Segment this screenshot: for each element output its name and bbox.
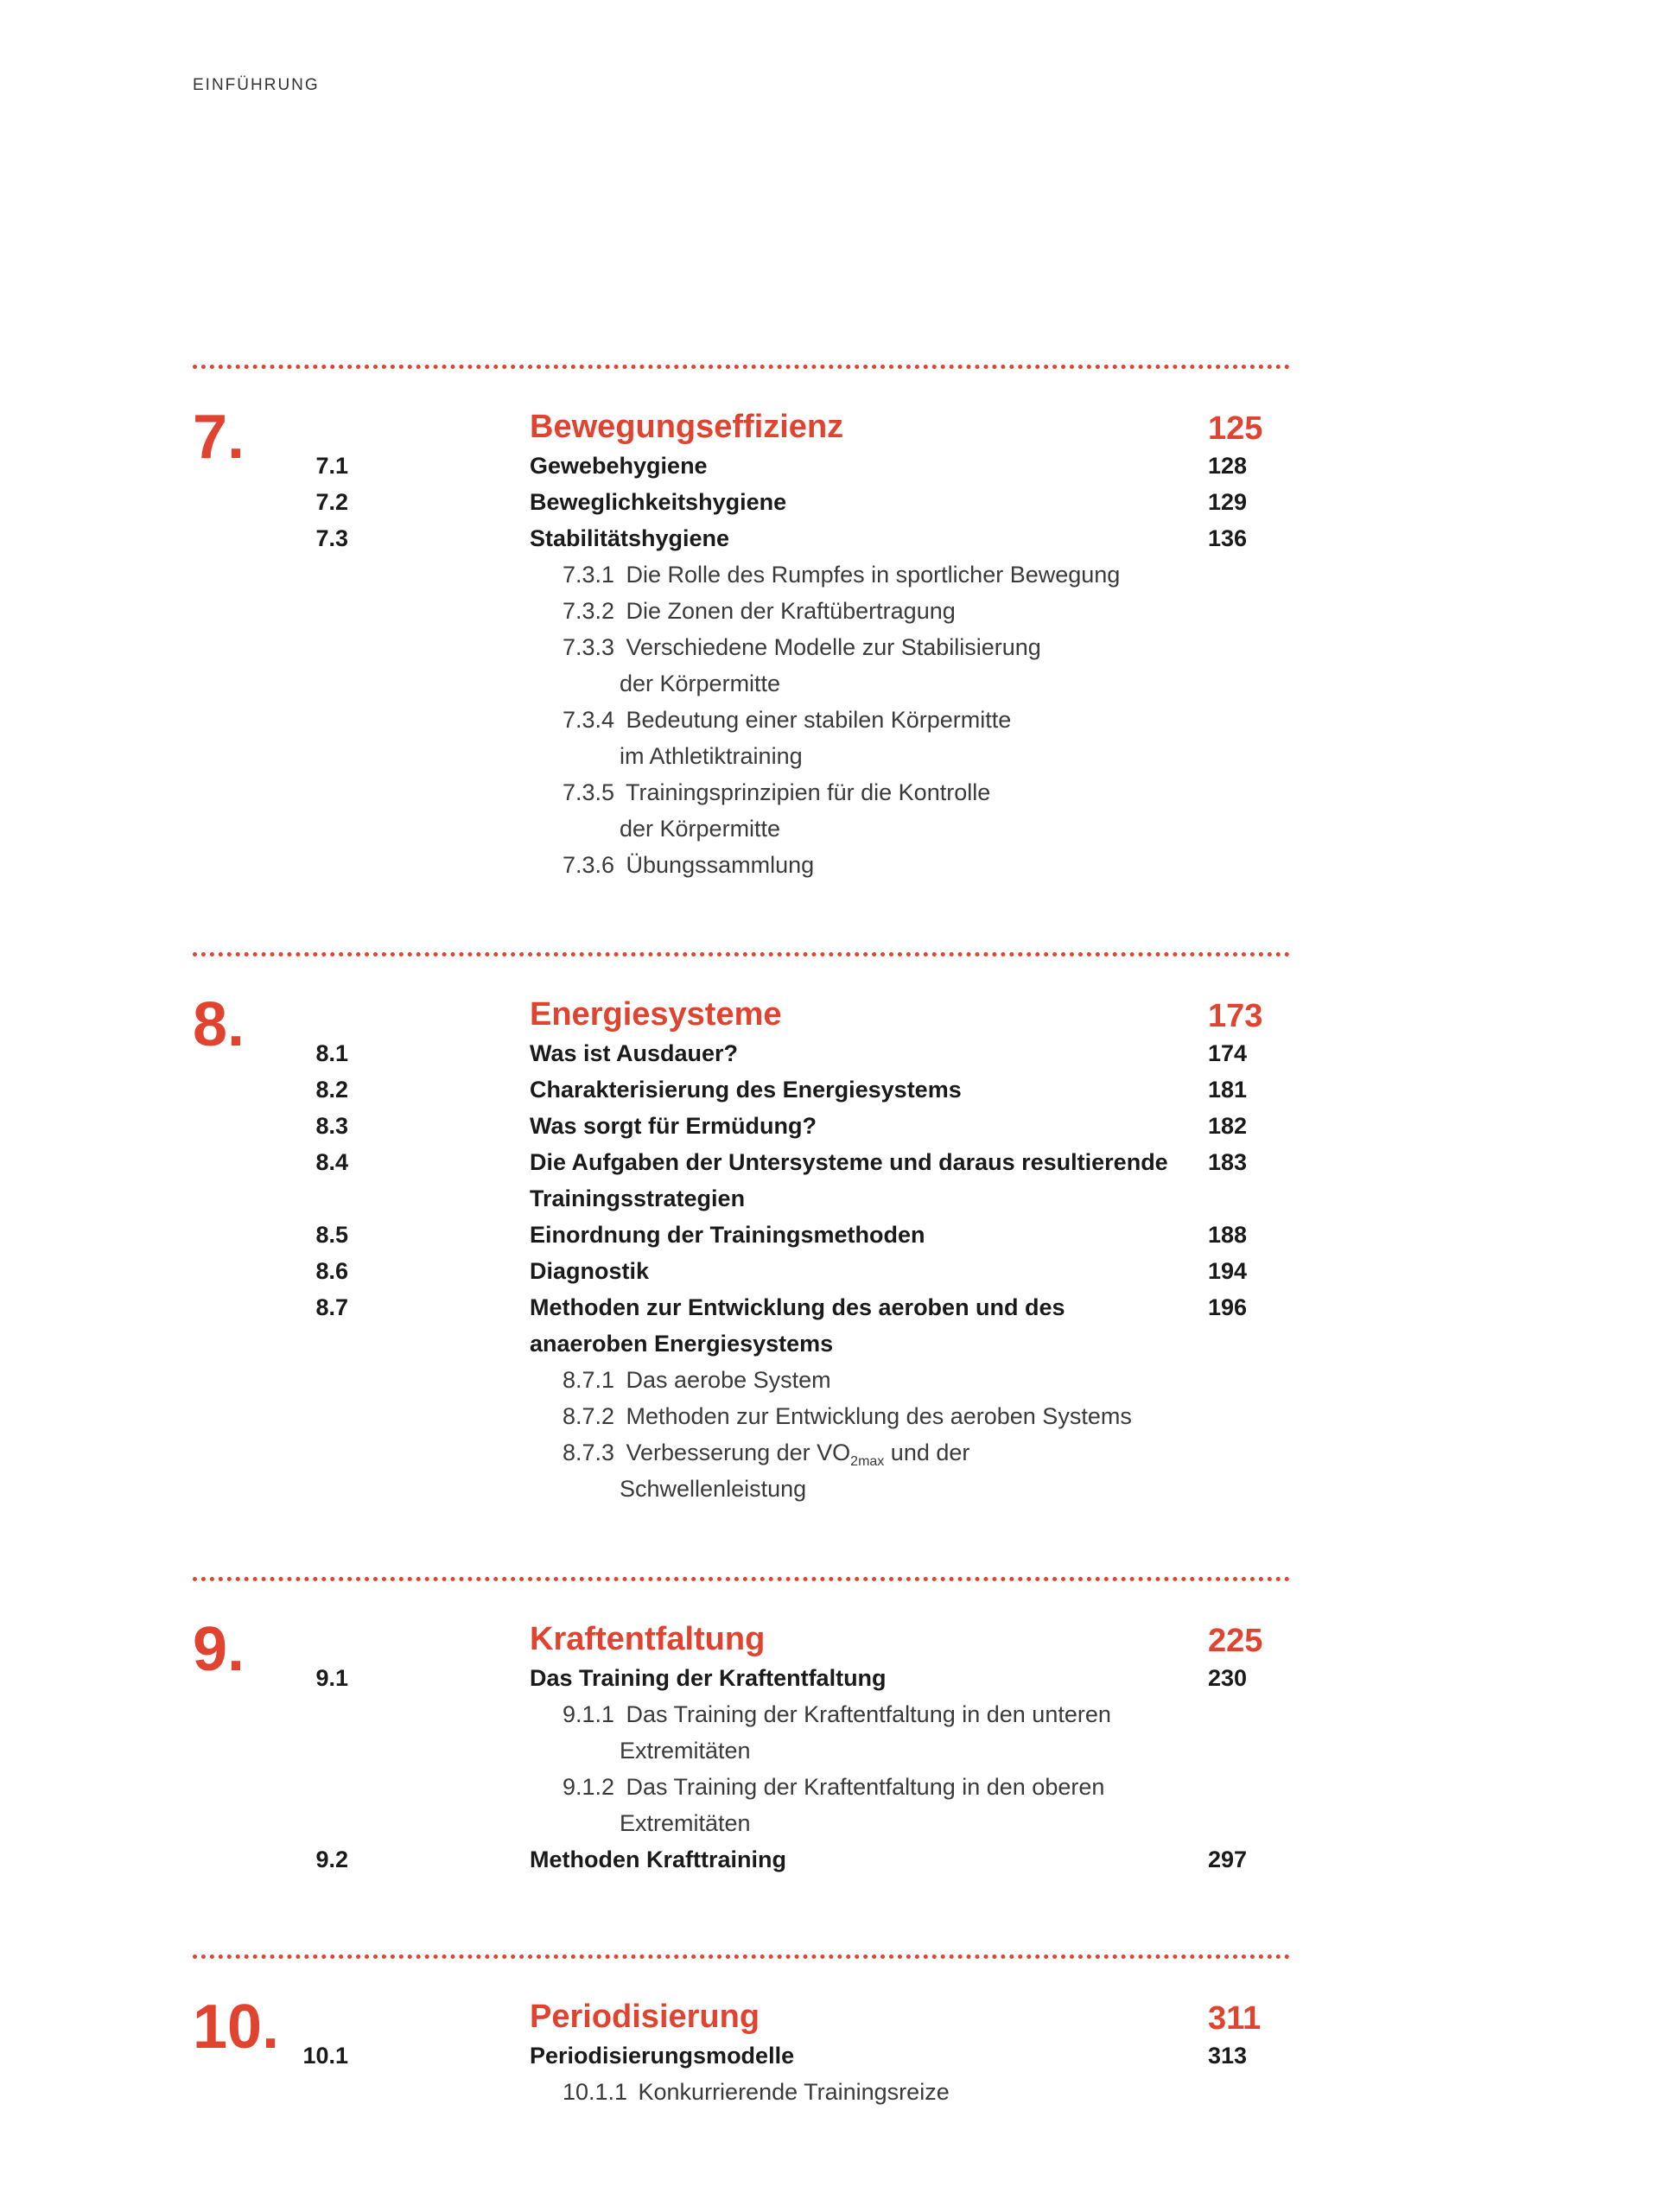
entry-title: Was ist Ausdauer? xyxy=(530,1040,739,1066)
entry-title: Charakterisierung des Energiesystems xyxy=(530,1077,962,1103)
subentry-number: 7.3.1 xyxy=(563,562,615,588)
toc-entry[interactable] xyxy=(193,1253,1290,1289)
subentry-title: Das Training der Kraftentfaltung in den unteren xyxy=(626,1701,1111,1727)
entry-title: Die Aufgaben der Untersysteme und daraus resultierende xyxy=(530,1149,1168,1175)
toc-entry[interactable] xyxy=(193,1289,1290,1325)
entry-title: Einordnung der Trainingsmethoden xyxy=(530,1222,925,1248)
subentry-title: Verschiedene Modelle zur Stabilisierung xyxy=(626,634,1041,660)
entry-title: Methoden zur Entwicklung des aeroben und des xyxy=(530,1294,1065,1320)
subentry-title: Bedeutung einer stabilen Körpermitte xyxy=(626,707,1012,733)
toc-entry[interactable] xyxy=(193,1144,1290,1180)
toc-entry[interactable] xyxy=(193,1841,1290,1878)
entry-title: Diagnostik xyxy=(530,1258,650,1284)
subentry-title: Konkurrierende Trainingsreize xyxy=(638,2079,950,2105)
chapter-number: 10. xyxy=(193,1993,280,2062)
toc-subentry-continuation xyxy=(193,1805,1290,1841)
toc-entry[interactable] xyxy=(193,484,1290,520)
toc-entry[interactable] xyxy=(193,1217,1290,1253)
subentry-number: 8.7.1 xyxy=(563,1367,615,1393)
dotted-divider xyxy=(193,1577,1290,1581)
toc-entry[interactable] xyxy=(193,1071,1290,1108)
toc-subentry[interactable] xyxy=(193,556,1290,593)
entry-page: 182 xyxy=(1208,1113,1248,1139)
subentry-number: 10.1.1 xyxy=(563,2079,628,2105)
entry-number: 10.1 xyxy=(302,2043,348,2069)
entry-number: 8.7 xyxy=(315,1294,348,1320)
entry-page: 188 xyxy=(1208,1222,1248,1248)
toc-entry[interactable] xyxy=(193,1108,1290,1144)
chapter-page: 125 xyxy=(1208,410,1263,447)
entry-number: 7.3 xyxy=(315,525,348,551)
subentry-number: 7.3.4 xyxy=(563,707,615,733)
subentry-title: Das Training der Kraftentfaltung in den oberen xyxy=(626,1774,1105,1800)
dotted-divider xyxy=(193,952,1290,957)
chapter-page: 225 xyxy=(1208,1623,1263,1659)
toc-subentry-continuation xyxy=(193,1732,1290,1769)
toc-entry[interactable] xyxy=(193,1660,1290,1696)
chapter-number: 8. xyxy=(193,990,245,1059)
subentry-title-line2: Schwellenleistung xyxy=(620,1476,807,1502)
chapter-9 xyxy=(193,1577,1290,1872)
subentry-title: Das aerobe System xyxy=(626,1367,831,1393)
entry-title: Periodisierungsmodelle xyxy=(530,2043,795,2069)
entry-title: Stabilitätshygiene xyxy=(530,525,730,551)
subentry-number: 9.1.1 xyxy=(563,1701,615,1727)
toc-subentry-continuation xyxy=(193,738,1290,774)
subentry-title-line2: der Körpermitte xyxy=(620,671,781,696)
entry-number: 8.3 xyxy=(315,1113,348,1139)
subentry-title-line2: im Athletiktraining xyxy=(620,743,803,769)
entry-number: 8.4 xyxy=(315,1149,348,1175)
entry-page: 183 xyxy=(1208,1149,1248,1175)
subentry-title: Trainingsprinzipien für die Kontrolle xyxy=(626,779,991,805)
chapter-7 xyxy=(193,365,1290,878)
entry-number: 8.2 xyxy=(315,1077,348,1103)
dotted-divider xyxy=(193,365,1290,369)
chapter-title[interactable]: Bewegungseffizienz xyxy=(530,409,844,445)
chapter-title[interactable]: Energiesysteme xyxy=(530,996,782,1033)
toc-subentry-continuation xyxy=(193,1471,1290,1507)
entry-number: 8.6 xyxy=(315,1258,348,1284)
subentry-title-line2: Extremitäten xyxy=(620,1738,751,1764)
entry-number: 8.5 xyxy=(315,1222,348,1248)
subentry-number: 8.7.3 xyxy=(563,1440,615,1465)
entry-page: 181 xyxy=(1208,1077,1248,1103)
toc-subentry[interactable] xyxy=(193,593,1290,629)
entry-title: Methoden Krafttraining xyxy=(530,1847,786,1872)
toc-subentry[interactable] xyxy=(193,702,1290,738)
toc-subentry[interactable] xyxy=(193,1362,1290,1398)
toc-subentry[interactable] xyxy=(193,629,1290,665)
entry-number: 9.2 xyxy=(315,1847,348,1872)
toc-subentry[interactable] xyxy=(193,1696,1290,1732)
subentry-title: Die Zonen der Kraftübertragung xyxy=(626,598,956,624)
entry-page: 194 xyxy=(1208,1258,1248,1284)
subentry-number: 7.3.6 xyxy=(563,852,615,878)
entry-page: 136 xyxy=(1208,525,1248,551)
entry-number: 8.1 xyxy=(315,1040,348,1066)
toc-subentry[interactable] xyxy=(193,1398,1290,1434)
entry-title-line2: anaeroben Energiesystems xyxy=(530,1331,834,1357)
dotted-divider xyxy=(193,1955,1290,1959)
chapter-title[interactable]: Periodisierung xyxy=(530,1999,760,2035)
subentry-number: 7.3.5 xyxy=(563,779,615,805)
entry-number: 7.1 xyxy=(315,453,348,479)
chapter-page: 173 xyxy=(1208,998,1263,1034)
running-head: EINFÜHRUNG xyxy=(193,76,320,94)
entry-title: Das Training der Kraftentfaltung xyxy=(530,1665,887,1691)
chapter-8 xyxy=(193,952,1290,1502)
subentry-number: 7.3.3 xyxy=(563,634,615,660)
entry-page: 129 xyxy=(1208,489,1248,515)
entry-title: Was sorgt für Ermüdung? xyxy=(530,1113,817,1139)
subentry-number: 8.7.2 xyxy=(563,1403,615,1429)
toc-entry[interactable] xyxy=(193,448,1290,484)
entry-page: 230 xyxy=(1208,1665,1248,1691)
toc-subentry[interactable] xyxy=(193,2074,1290,2110)
chapter-10 xyxy=(193,1955,1290,2105)
chapter-title[interactable]: Kraftentfaltung xyxy=(530,1621,766,1657)
entry-page: 174 xyxy=(1208,1040,1248,1066)
chapter-number: 7. xyxy=(193,403,245,472)
toc-entry[interactable] xyxy=(193,520,1290,556)
entry-page: 313 xyxy=(1208,2043,1248,2069)
entry-title: Beweglichkeitshygiene xyxy=(530,489,787,515)
subentry-title: Die Rolle des Rumpfes in sportlicher Bewegung xyxy=(626,562,1121,588)
chapter-page: 311 xyxy=(1208,2000,1262,2037)
subentry-title-line2: der Körpermitte xyxy=(620,816,781,842)
entry-title-line2: Trainingsstrategien xyxy=(530,1185,746,1211)
subentry-title: Übungssammlung xyxy=(626,852,815,878)
toc-subentry-continuation xyxy=(193,665,1290,702)
entry-title: Gewebehygiene xyxy=(530,453,708,479)
toc-subentry[interactable] xyxy=(193,847,1290,883)
toc-subentry[interactable] xyxy=(193,1769,1290,1805)
toc-entry[interactable] xyxy=(193,1035,1290,1071)
entry-page: 196 xyxy=(1208,1294,1248,1320)
subentry-title-line2: Extremitäten xyxy=(620,1810,751,1836)
toc-subentry[interactable] xyxy=(193,774,1290,810)
toc-entry-continuation xyxy=(193,1325,1290,1362)
toc-entry-continuation xyxy=(193,1180,1290,1217)
entry-number: 9.1 xyxy=(315,1665,348,1691)
subentry-number: 7.3.2 xyxy=(563,598,615,624)
entry-number: 7.2 xyxy=(315,489,348,515)
subentry-title: Verbesserung der $VO_{2max}$ und der xyxy=(626,1440,970,1469)
chapter-number: 9. xyxy=(193,1615,245,1684)
entry-page: 128 xyxy=(1208,453,1248,479)
toc-subentry[interactable] xyxy=(193,1434,1290,1471)
subentry-number: 9.1.2 xyxy=(563,1774,615,1800)
entry-page: 297 xyxy=(1208,1847,1248,1872)
subentry-title: Methoden zur Entwicklung des aeroben Systems xyxy=(626,1403,1132,1429)
toc-entry[interactable] xyxy=(193,2037,1290,2074)
toc-subentry-continuation xyxy=(193,810,1290,847)
